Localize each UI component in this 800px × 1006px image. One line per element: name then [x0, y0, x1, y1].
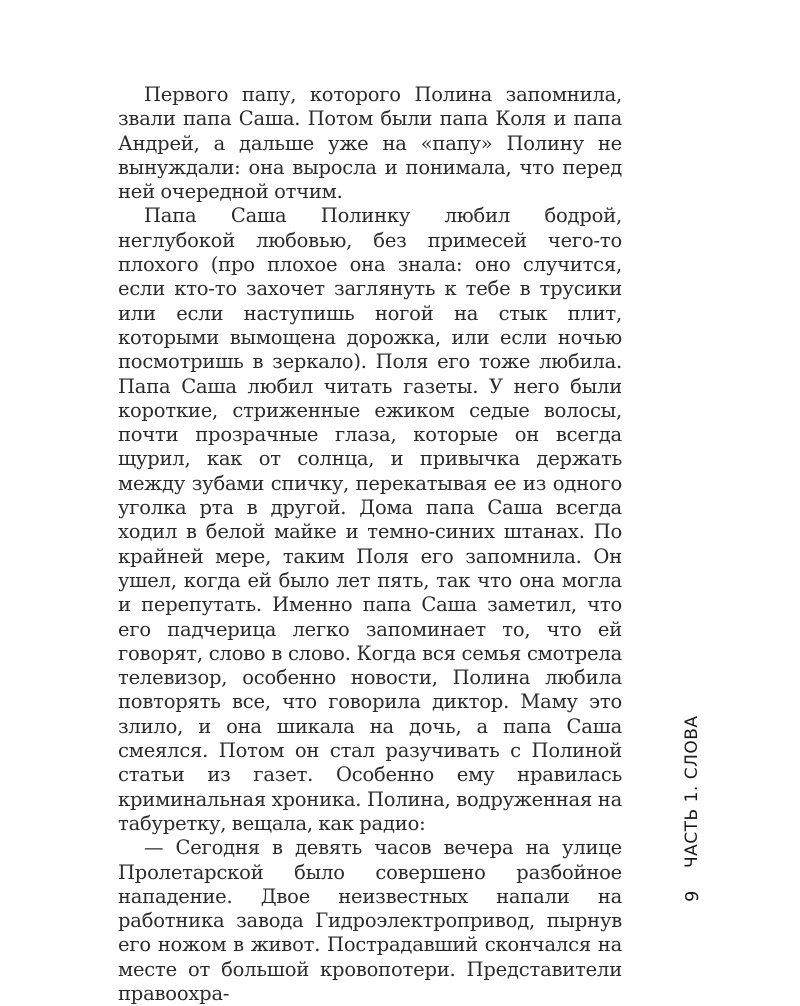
paragraph-3: — Сегодня в девять часов вечера на улице Пролетарской было совершено разбойное нападение. Двое неизвестных напали на работника завода Гидроэлектропривод, пырнув его ножом в живот. Пострадавший скончался на месте от большой кровопотери. Представители правоохра-: [118, 836, 622, 1005]
running-head: ЧАСТЬ 1. СЛОВА: [682, 715, 702, 868]
paragraph-2: Папа Саша Полинку любил бодрой, неглубокой любовью, без примесей чего-то плохого (про плохое она знала: оно случится, если кто-то захочет заглянуть к тебе в трусики или если наступишь ногой на стык плит, которыми вымощена дорожка, или если ночью посмотришь в зеркало). Поля его тоже любила. Папа Саша любил читать газеты. У него были короткие, стриженные ежиком седые волосы, почти прозрачные глаза, которые он всегда щурил, как от солнца, и привычка держать между зубами спичку, перекатывая ее из одного уголка рта в другой. Дома папа Саша всегда ходил в белой майке и темно-синих штанах. По крайней мере, таким Поля его запомнила. Он ушел, когда ей было лет пять, так что она могла и перепутать. Именно папа Саша заметил, что его падчерица легко запоминает то, что ей говорят, слово в слово. Когда вся семья смотрела телевизор, особенно новости, Полина любила повторять все, что говорила диктор. Маму это злило, и она шикала на дочь, а папа Саша смеялся. Потом он стал разучивать с Полиной статьи из газет. Особенно ему нравилась криминальная хроника. Полина, водруженная на табуретку, вещала, как радио:: [118, 204, 622, 835]
body-text: [118, 83, 622, 1006]
page-number: 9: [682, 890, 703, 902]
paragraph-1: Первого папу, которого Полина запомнила, звали папа Саша. Потом были папа Коля и папа Андрей, а дальше уже на «папу» Полину не вынуждали: она выросла и понимала, что перед ней очередной отчим.: [118, 83, 622, 204]
